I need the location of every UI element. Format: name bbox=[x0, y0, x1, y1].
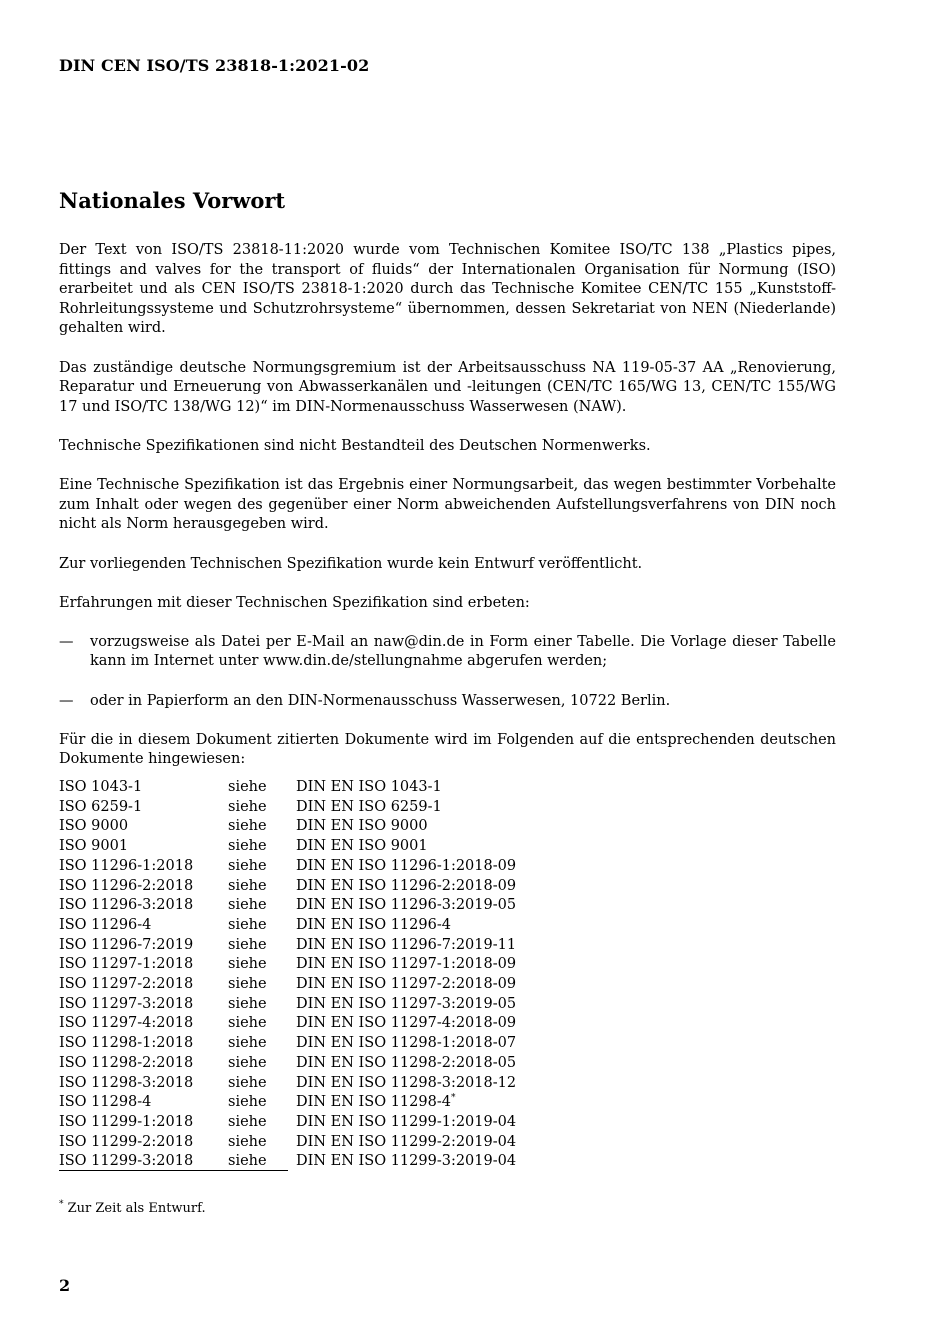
siehe-label bbox=[228, 837, 296, 857]
din-reference bbox=[296, 936, 516, 956]
din-reference bbox=[296, 1133, 516, 1153]
din-reference-text: DIN EN ISO 11298-1:2018-07 bbox=[296, 1035, 517, 1052]
paragraph: Das zuständige deutsche Normungsgremium ist der Arbeitsausschuss NA 119-05-37 AA „Renovierung, Reparatur und Erneuerung von Abwasserkanälen und -leitungen (CEN/TC 165/WG 13, CEN/TC 155/WG 17 und ISO/TC 138/WG 12)“ im DIN-Normenausschuss Wasserwesen (NAW). bbox=[59, 359, 836, 415]
siehe-label bbox=[228, 896, 296, 916]
table-row bbox=[59, 995, 516, 1015]
iso-reference bbox=[59, 1133, 228, 1153]
siehe-label-text: siehe bbox=[228, 936, 267, 953]
siehe-label bbox=[228, 798, 296, 818]
siehe-label-text: siehe bbox=[228, 1113, 267, 1130]
din-reference-text: DIN EN ISO 11297-1:2018-09 bbox=[296, 956, 517, 973]
iso-reference bbox=[59, 1093, 228, 1113]
din-reference-text: DIN EN ISO 9001 bbox=[296, 838, 428, 855]
table-row bbox=[59, 857, 516, 877]
paragraph: Zur vorliegenden Technischen Spezifikation wurde kein Entwurf veröffentlicht. bbox=[59, 555, 643, 572]
iso-reference bbox=[59, 1014, 228, 1034]
din-reference-text: DIN EN ISO 11297-3:2019-05 bbox=[296, 995, 517, 1012]
siehe-label bbox=[228, 975, 296, 995]
siehe-label-text: siehe bbox=[228, 1054, 267, 1071]
siehe-label-text: siehe bbox=[228, 1094, 267, 1111]
din-reference bbox=[296, 1113, 516, 1133]
din-reference bbox=[296, 778, 516, 798]
footnote-text: Zur Zeit als Entwurf. bbox=[67, 1201, 206, 1216]
table-row bbox=[59, 1133, 516, 1153]
din-reference bbox=[296, 975, 516, 995]
bullet-text: oder in Papierform an den DIN-Normenausschuss Wasserwesen, 10722 Berlin. bbox=[90, 692, 671, 709]
body-text bbox=[59, 241, 836, 1172]
iso-reference bbox=[59, 817, 228, 837]
iso-reference-text: ISO 11298-3:2018 bbox=[59, 1074, 194, 1091]
siehe-label-text: siehe bbox=[228, 976, 267, 993]
table-row bbox=[59, 975, 516, 995]
iso-reference-text: ISO 11298-4 bbox=[59, 1094, 152, 1111]
din-reference bbox=[296, 857, 516, 877]
din-reference bbox=[296, 1034, 516, 1054]
table-row bbox=[59, 1093, 516, 1113]
iso-reference-text: ISO 11297-4:2018 bbox=[59, 1015, 194, 1032]
din-reference bbox=[296, 916, 516, 936]
siehe-label bbox=[228, 857, 296, 877]
reference-table bbox=[59, 778, 516, 1172]
table-row bbox=[59, 837, 516, 857]
page-title: Nationales Vorwort bbox=[59, 188, 286, 213]
paragraph: Der Text von ISO/TS 23818-11:2020 wurde vom Technischen Komitee ISO/TC 138 „Plastics pipes, fittings and valves for the transport of fluids“ der Internationalen Organisation für Normung (ISO) erarbeitet und als CEN ISO/TS 23818-1:2020 durch das Technische Komitee CEN/TC 155 „Kunststoff-Rohrleitungssysteme und Schutzrohrsysteme“ übernommen, dessen Sekretariat von NEN (Niederlande) gehalten wird. bbox=[59, 242, 836, 337]
refs-intro: Für die in diesem Dokument zitierten Dokumente wird im Folgenden auf die entsprechenden deutschen Dokumente hingewiesen: bbox=[59, 731, 836, 768]
bullet-text: vorzugsweise als Datei per E-Mail an naw@din.de in Form einer Tabelle. Die Vorlage dieser Tabelle kann im Internet unter www.din.de/stellungnahme abgerufen werden; bbox=[90, 633, 836, 670]
siehe-label-text: siehe bbox=[228, 1074, 267, 1091]
table-row bbox=[59, 1054, 516, 1074]
iso-reference-text: ISO 11296-1:2018 bbox=[59, 857, 194, 874]
table-row bbox=[59, 1014, 516, 1034]
table-row bbox=[59, 1113, 516, 1133]
din-reference bbox=[296, 1054, 516, 1074]
iso-reference-text: ISO 11298-2:2018 bbox=[59, 1054, 194, 1071]
siehe-label-text: siehe bbox=[228, 1153, 267, 1170]
table-row bbox=[59, 955, 516, 975]
table-row bbox=[59, 1034, 516, 1054]
siehe-label-text: siehe bbox=[228, 897, 267, 914]
din-reference-text: DIN EN ISO 11297-2:2018-09 bbox=[296, 976, 517, 993]
iso-reference bbox=[59, 798, 228, 818]
din-reference-text: DIN EN ISO 11296-4 bbox=[296, 916, 451, 933]
footnote-rule bbox=[59, 1170, 288, 1171]
table-row bbox=[59, 896, 516, 916]
din-reference-text: DIN EN ISO 11298-2:2018-05 bbox=[296, 1054, 517, 1071]
siehe-label bbox=[228, 1054, 296, 1074]
footnote-mark: * bbox=[59, 1199, 64, 1210]
siehe-label bbox=[228, 916, 296, 936]
document-header: DIN CEN ISO/TS 23818-1:2021-02 bbox=[59, 56, 370, 75]
din-reference bbox=[296, 1152, 516, 1172]
din-reference bbox=[296, 877, 516, 897]
siehe-label-text: siehe bbox=[228, 1133, 267, 1150]
iso-reference-text: ISO 9000 bbox=[59, 818, 129, 835]
siehe-label bbox=[228, 1093, 296, 1113]
din-reference-text: DIN EN ISO 11299-2:2019-04 bbox=[296, 1133, 517, 1150]
din-reference bbox=[296, 837, 516, 857]
iso-reference-text: ISO 11296-3:2018 bbox=[59, 897, 194, 914]
page-number: 2 bbox=[59, 1276, 71, 1295]
siehe-label bbox=[228, 936, 296, 956]
iso-reference bbox=[59, 975, 228, 995]
din-reference bbox=[296, 955, 516, 975]
din-reference-text: DIN EN ISO 11299-3:2019-04 bbox=[296, 1153, 517, 1170]
din-reference bbox=[296, 1014, 516, 1034]
siehe-label-text: siehe bbox=[228, 916, 267, 933]
din-reference-text: DIN EN ISO 11298-3:2018-12 bbox=[296, 1074, 517, 1091]
iso-reference bbox=[59, 995, 228, 1015]
siehe-label-text: siehe bbox=[228, 838, 267, 855]
iso-reference-text: ISO 11297-3:2018 bbox=[59, 995, 194, 1012]
din-reference bbox=[296, 1074, 516, 1094]
iso-reference bbox=[59, 1113, 228, 1133]
table-row bbox=[59, 936, 516, 956]
siehe-label bbox=[228, 1014, 296, 1034]
iso-reference bbox=[59, 1074, 228, 1094]
iso-reference-text: ISO 9001 bbox=[59, 838, 129, 855]
iso-reference bbox=[59, 877, 228, 897]
iso-reference-text: ISO 11299-1:2018 bbox=[59, 1113, 194, 1130]
siehe-label bbox=[228, 1034, 296, 1054]
list-item bbox=[59, 692, 836, 712]
din-reference bbox=[296, 817, 516, 837]
din-reference-text: DIN EN ISO 11296-3:2019-05 bbox=[296, 897, 517, 914]
paragraph: Eine Technische Spezifikation ist das Ergebnis einer Normungsarbeit, das wegen bestimmter Vorbehalte zum Inhalt oder wegen des gegenüber einer Norm abweichenden Aufstellungsverfahrens von DIN noch nicht als Norm herausgegeben wird. bbox=[59, 477, 836, 533]
iso-reference-text: ISO 11296-4 bbox=[59, 916, 152, 933]
iso-reference bbox=[59, 778, 228, 798]
iso-reference bbox=[59, 916, 228, 936]
iso-reference-text: ISO 11298-1:2018 bbox=[59, 1035, 194, 1052]
iso-reference-text: ISO 11296-2:2018 bbox=[59, 877, 194, 894]
din-reference bbox=[296, 995, 516, 1015]
siehe-label-text: siehe bbox=[228, 818, 267, 835]
footnote bbox=[59, 1201, 206, 1216]
table-row bbox=[59, 916, 516, 936]
table-row bbox=[59, 1074, 516, 1094]
paragraph: Erfahrungen mit dieser Technischen Spezifikation sind erbeten: bbox=[59, 594, 530, 611]
list-item bbox=[59, 633, 836, 672]
siehe-label-text: siehe bbox=[228, 857, 267, 874]
din-reference-text: DIN EN ISO 6259-1 bbox=[296, 798, 442, 815]
siehe-label-text: siehe bbox=[228, 1035, 267, 1052]
din-reference bbox=[296, 896, 516, 916]
iso-reference-text: ISO 11296-7:2019 bbox=[59, 936, 194, 953]
din-reference-text: DIN EN ISO 11296-7:2019-11 bbox=[296, 936, 517, 953]
din-reference-text: DIN EN ISO 9000 bbox=[296, 818, 428, 835]
table-row bbox=[59, 877, 516, 897]
din-reference bbox=[296, 1093, 516, 1113]
bullet-dash: — bbox=[59, 633, 74, 650]
bullet-dash: — bbox=[59, 692, 74, 709]
iso-reference-text: ISO 1043-1 bbox=[59, 779, 143, 796]
din-reference-text: DIN EN ISO 11296-1:2018-09 bbox=[296, 857, 517, 874]
din-reference-text: DIN EN ISO 11298-4 bbox=[296, 1094, 451, 1111]
siehe-label bbox=[228, 1074, 296, 1094]
table-row bbox=[59, 817, 516, 837]
siehe-label bbox=[228, 1113, 296, 1133]
siehe-label bbox=[228, 778, 296, 798]
iso-reference bbox=[59, 955, 228, 975]
siehe-label bbox=[228, 995, 296, 1015]
siehe-label bbox=[228, 877, 296, 897]
iso-reference-text: ISO 11299-3:2018 bbox=[59, 1153, 194, 1170]
iso-reference bbox=[59, 896, 228, 916]
iso-reference bbox=[59, 936, 228, 956]
iso-reference-text: ISO 11299-2:2018 bbox=[59, 1133, 194, 1150]
iso-reference-text: ISO 11297-1:2018 bbox=[59, 956, 194, 973]
iso-reference bbox=[59, 857, 228, 877]
siehe-label-text: siehe bbox=[228, 956, 267, 973]
siehe-label bbox=[228, 1133, 296, 1153]
din-reference-text: DIN EN ISO 11299-1:2019-04 bbox=[296, 1113, 517, 1130]
table-row bbox=[59, 778, 516, 798]
footnote-mark: * bbox=[450, 1093, 456, 1104]
din-reference-text: DIN EN ISO 11296-2:2018-09 bbox=[296, 877, 517, 894]
siehe-label-text: siehe bbox=[228, 798, 267, 815]
din-reference-text: DIN EN ISO 11297-4:2018-09 bbox=[296, 1015, 517, 1032]
siehe-label-text: siehe bbox=[228, 779, 267, 796]
iso-reference bbox=[59, 1054, 228, 1074]
siehe-label-text: siehe bbox=[228, 995, 267, 1012]
siehe-label bbox=[228, 955, 296, 975]
iso-reference bbox=[59, 837, 228, 857]
siehe-label-text: siehe bbox=[228, 877, 267, 894]
din-reference-text: DIN EN ISO 1043-1 bbox=[296, 779, 442, 796]
iso-reference-text: ISO 11297-2:2018 bbox=[59, 976, 194, 993]
siehe-label bbox=[228, 817, 296, 837]
table-row bbox=[59, 798, 516, 818]
paragraph: Technische Spezifikationen sind nicht Bestandteil des Deutschen Normenwerks. bbox=[59, 437, 651, 454]
iso-reference bbox=[59, 1034, 228, 1054]
iso-reference-text: ISO 6259-1 bbox=[59, 798, 143, 815]
din-reference bbox=[296, 798, 516, 818]
siehe-label-text: siehe bbox=[228, 1015, 267, 1032]
